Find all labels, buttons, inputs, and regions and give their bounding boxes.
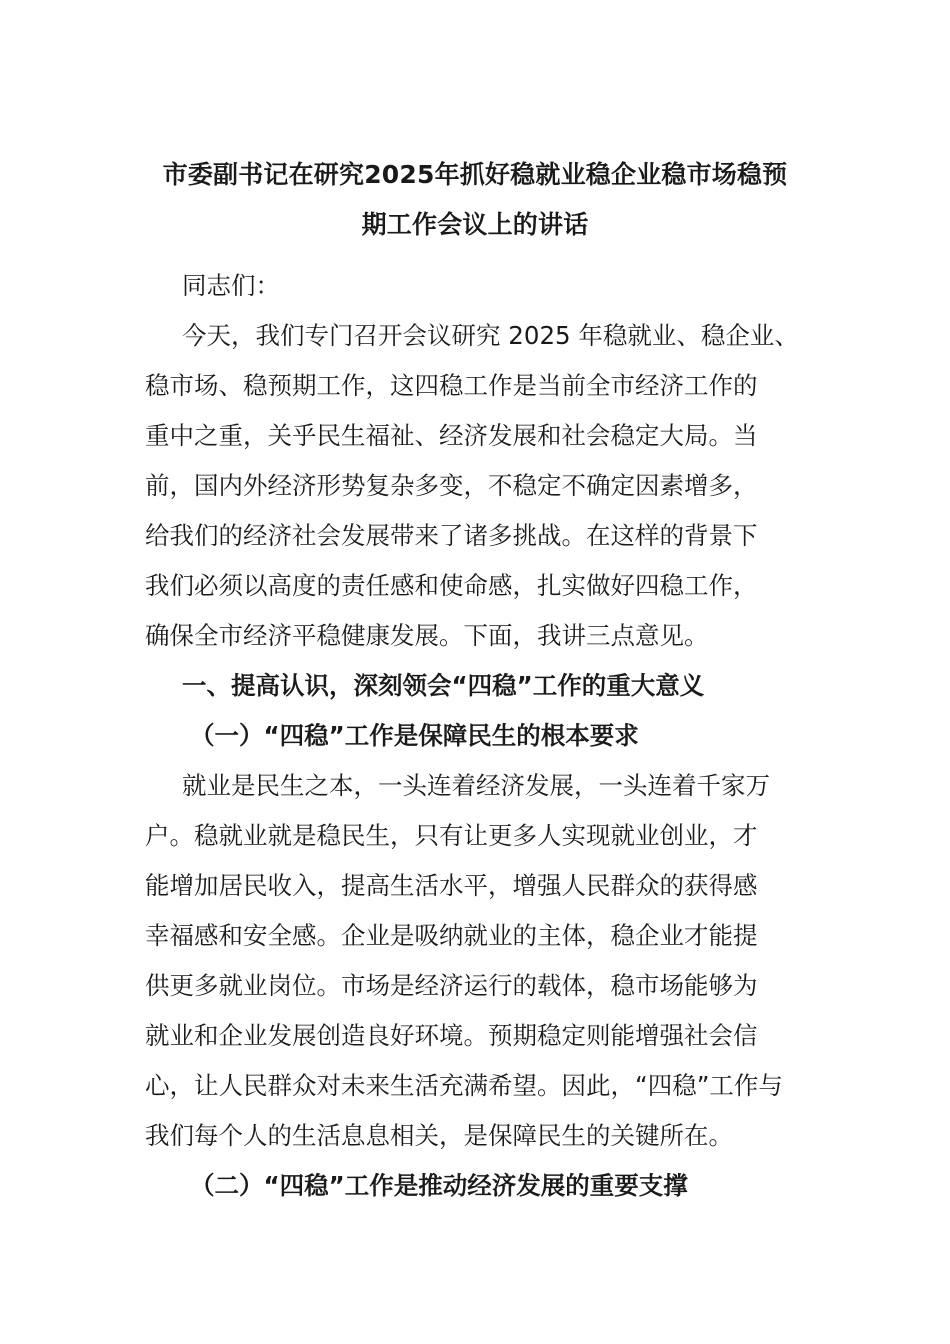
intro-paragraph-line: 稳市场、稳预期工作，这四稳工作是当前全市经济工作的 <box>145 371 758 400</box>
intro-paragraph-line: 重中之重，关乎民生福祉、经济发展和社会稳定大局。当 <box>145 421 758 450</box>
intro-paragraph-line: 今天，我们专门召开会议研究 2025 年稳就业、稳企业、 <box>182 321 799 350</box>
document-title <box>130 150 820 250</box>
subsection-2-heading: （二）“四稳”工作是推动经济发展的重要支撑 <box>190 1171 688 1200</box>
subsection-1-paragraph-line: 供更多就业岗位。市场是经济运行的载体，稳市场能够为 <box>145 971 758 1000</box>
subsection-1-paragraph-line: 就业是民生之本，一头连着经济发展，一头连着千家万 <box>182 771 770 800</box>
subsection-1-paragraph-line: 幸福感和安全感。企业是吸纳就业的主体，稳企业才能提 <box>145 921 758 950</box>
subsection-1-heading: （一）“四稳”工作是保障民生的根本要求 <box>190 721 639 750</box>
intro-paragraph-line: 我们必须以高度的责任感和使命感，扎实做好四稳工作， <box>145 571 758 600</box>
section-1-heading: 一、提高认识，深刻领会“四稳”工作的重大意义 <box>182 671 705 700</box>
subsection-1-paragraph-line: 我们每个人的生活息息相关，是保障民生的关键所在。 <box>145 1121 733 1150</box>
intro-paragraph-line: 前，国内外经济形势复杂多变，不稳定不确定因素增多， <box>145 471 758 500</box>
greeting: 同志们： <box>182 271 280 300</box>
subsection-1-paragraph-line: 能增加居民收入，提高生活水平，增强人民群众的获得感 <box>145 871 758 900</box>
subsection-1-paragraph-line: 就业和企业发展创造良好环境。预期稳定则能增强社会信 <box>145 1021 758 1050</box>
title-line-1: 市委副书记在研究2025年抓好稳就业稳企业稳市场稳预 <box>162 160 788 189</box>
intro-paragraph-line: 给我们的经济社会发展带来了诸多挑战。在这样的背景下 <box>145 521 758 550</box>
subsection-1-paragraph-line: 户。稳就业就是稳民生，只有让更多人实现就业创业，才 <box>145 821 758 850</box>
title-line-2: 期工作会议上的讲话 <box>361 210 589 239</box>
subsection-1-paragraph-line: 心，让人民群众对未来生活充满希望。因此，“四稳”工作与 <box>145 1071 783 1100</box>
document-body <box>145 261 807 1211</box>
intro-paragraph-line: 确保全市经济平稳健康发展。下面，我讲三点意见。 <box>145 621 709 650</box>
